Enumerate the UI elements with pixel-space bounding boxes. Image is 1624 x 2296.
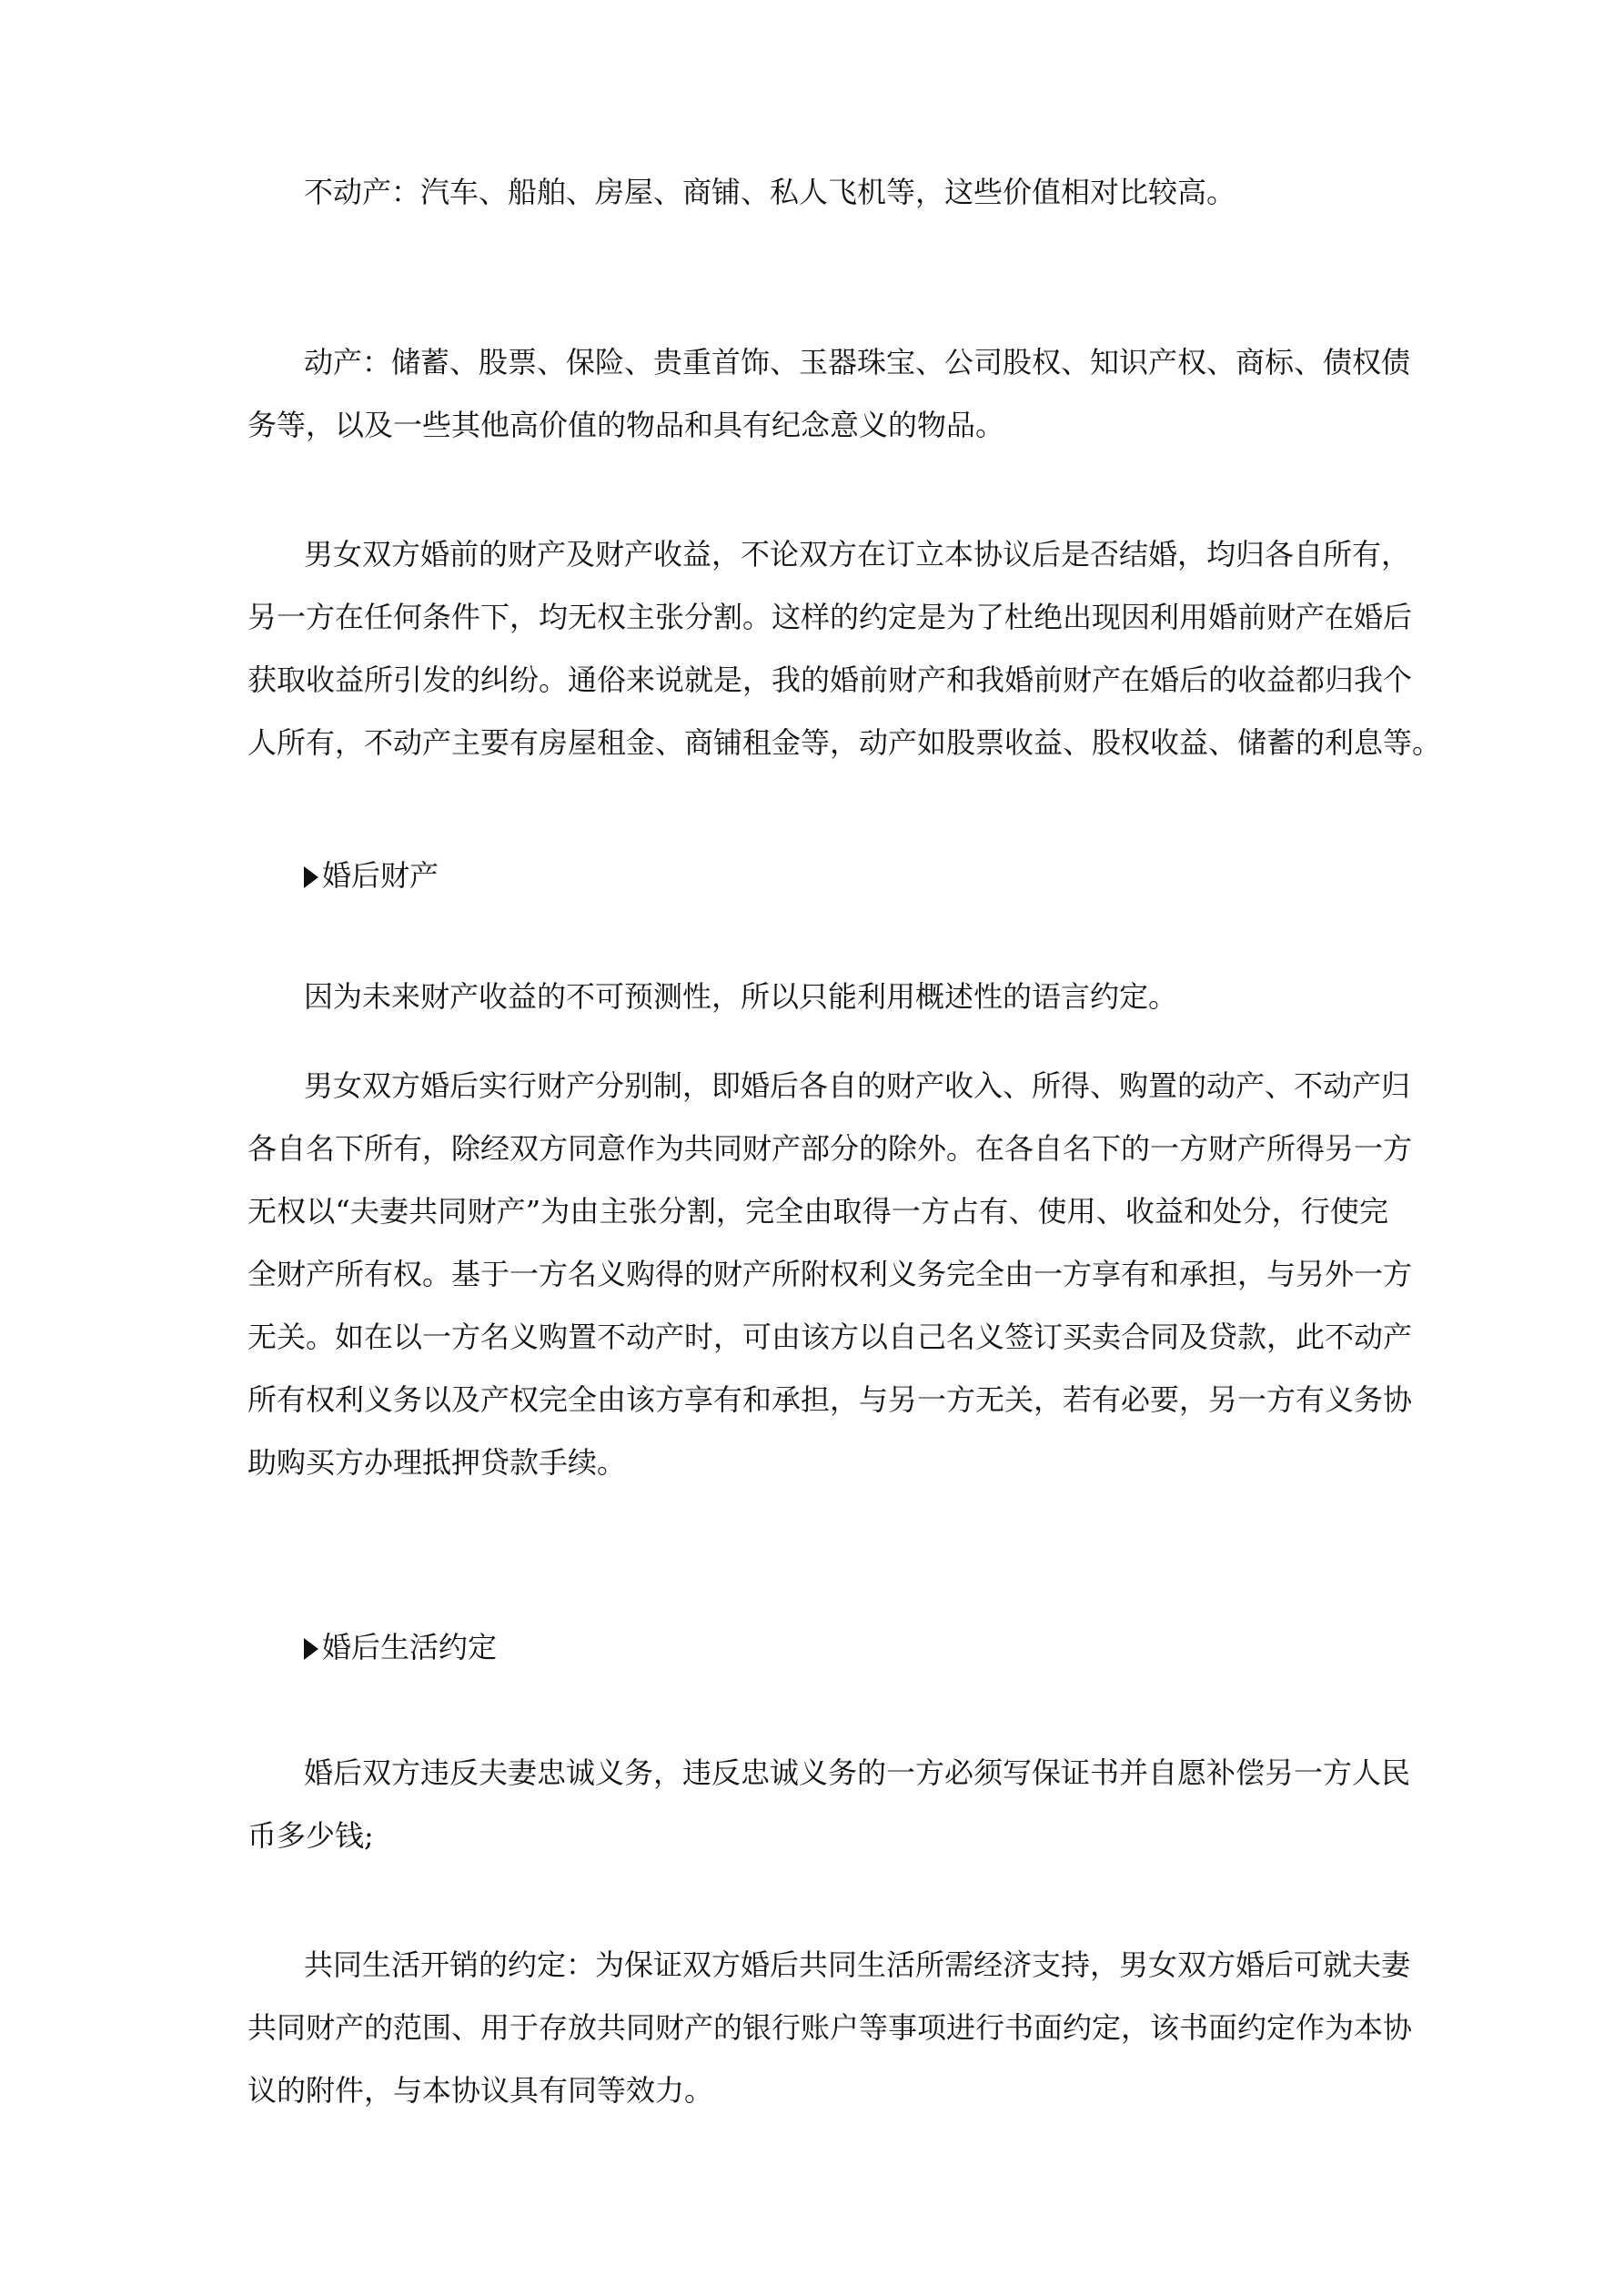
heading-postmarital-property <box>304 845 439 907</box>
text-line: 议的附件，与本协议具有同等效力。 <box>247 2073 714 2108</box>
text-line: 各自名下所有，除经双方同意作为共同财产部分的除外。在各自名下的一方财产所得另一方 <box>247 1131 1413 1166</box>
text-line: 务等，以及一些其他高价值的物品和具有纪念意义的物品。 <box>247 408 1005 442</box>
paragraph-fidelity <box>247 1742 1411 1867</box>
paragraph-unpredictability <box>247 966 1388 1028</box>
text-line: 币多少钱; <box>247 1818 374 1853</box>
paragraph-separate-property <box>247 1055 1413 1494</box>
text-line: 男女双方婚前的财产及财产收益，不论双方在订立本协议后是否结婚，均归各自所有， <box>304 537 1411 571</box>
text-line: 获取收益所引发的纠纷。通俗来说就是，我的婚前财产和我婚前财产在婚后的收益都归我个 <box>247 663 1413 697</box>
heading-text: 婚后生活约定 <box>322 1630 498 1664</box>
text-line: 全财产所有权。基于一方名义购得的财产所附权利义务完全由一方享有和承担，与另外一方 <box>247 1257 1413 1291</box>
text-line: 共同生活开销的约定：为保证双方婚后共同生活所需经济支持，男女双方婚后可就夫妻 <box>304 1947 1411 1982</box>
paragraph-premarital-property <box>247 523 1442 774</box>
text-line: 助购买方办理抵押贷款手续。 <box>247 1445 627 1480</box>
text-line: 共同财产的范围、用于存放共同财产的银行账户等事项进行书面约定，该书面约定作为本协 <box>247 2010 1413 2045</box>
text-line: 男女双方婚后实行财产分别制，即婚后各自的财产收入、所得、购置的动产、不动产归 <box>304 1068 1411 1103</box>
paragraph-immovable-property <box>247 161 1388 224</box>
text-line: 人所有，不动产主要有房屋租金、商铺租金等，动产如股票收益、股权收益、储蓄的利息等。 <box>247 725 1442 760</box>
text-line: 婚后双方违反夫妻忠诚义务，违反忠诚义务的一方必须写保证书并自愿补偿另一方人民 <box>304 1755 1411 1790</box>
text-line: 动产：储蓄、股票、保险、贵重首饰、玉器珠宝、公司股权、知识产权、商标、债权债 <box>304 345 1411 379</box>
heading-postmarital-life <box>304 1616 497 1679</box>
text-line: 无关。如在以一方名义购置不动产时，可由该方以自己名义签订买卖合同及贷款，此不动产 <box>247 1320 1413 1354</box>
heading-text: 婚后财产 <box>322 858 439 893</box>
paragraph-movable-property <box>247 331 1411 457</box>
triangle-bullet-icon <box>304 866 318 888</box>
text-line: 所有权利义务以及产权完全由该方享有和承担，与另一方无关，若有必要，另一方有义务协 <box>247 1382 1413 1417</box>
text-line: 无权以“夫妻共同财产”为由主张分割，完全由取得一方占有、使用、收益和处分，行使完 <box>247 1194 1388 1229</box>
text-line: 另一方在任何条件下，均无权主张分割。这样的约定是为了杜绝出现因利用婚前财产在婚后 <box>247 600 1413 634</box>
paragraph-living-expenses <box>247 1934 1413 2122</box>
text-line: 因为未来财产收益的不可预测性，所以只能利用概述性的语言约定。 <box>304 979 1178 1014</box>
triangle-bullet-icon <box>304 1638 318 1660</box>
text-line: 不动产：汽车、船舶、房屋、商铺、私人飞机等，这些价值相对比较高。 <box>304 175 1236 209</box>
